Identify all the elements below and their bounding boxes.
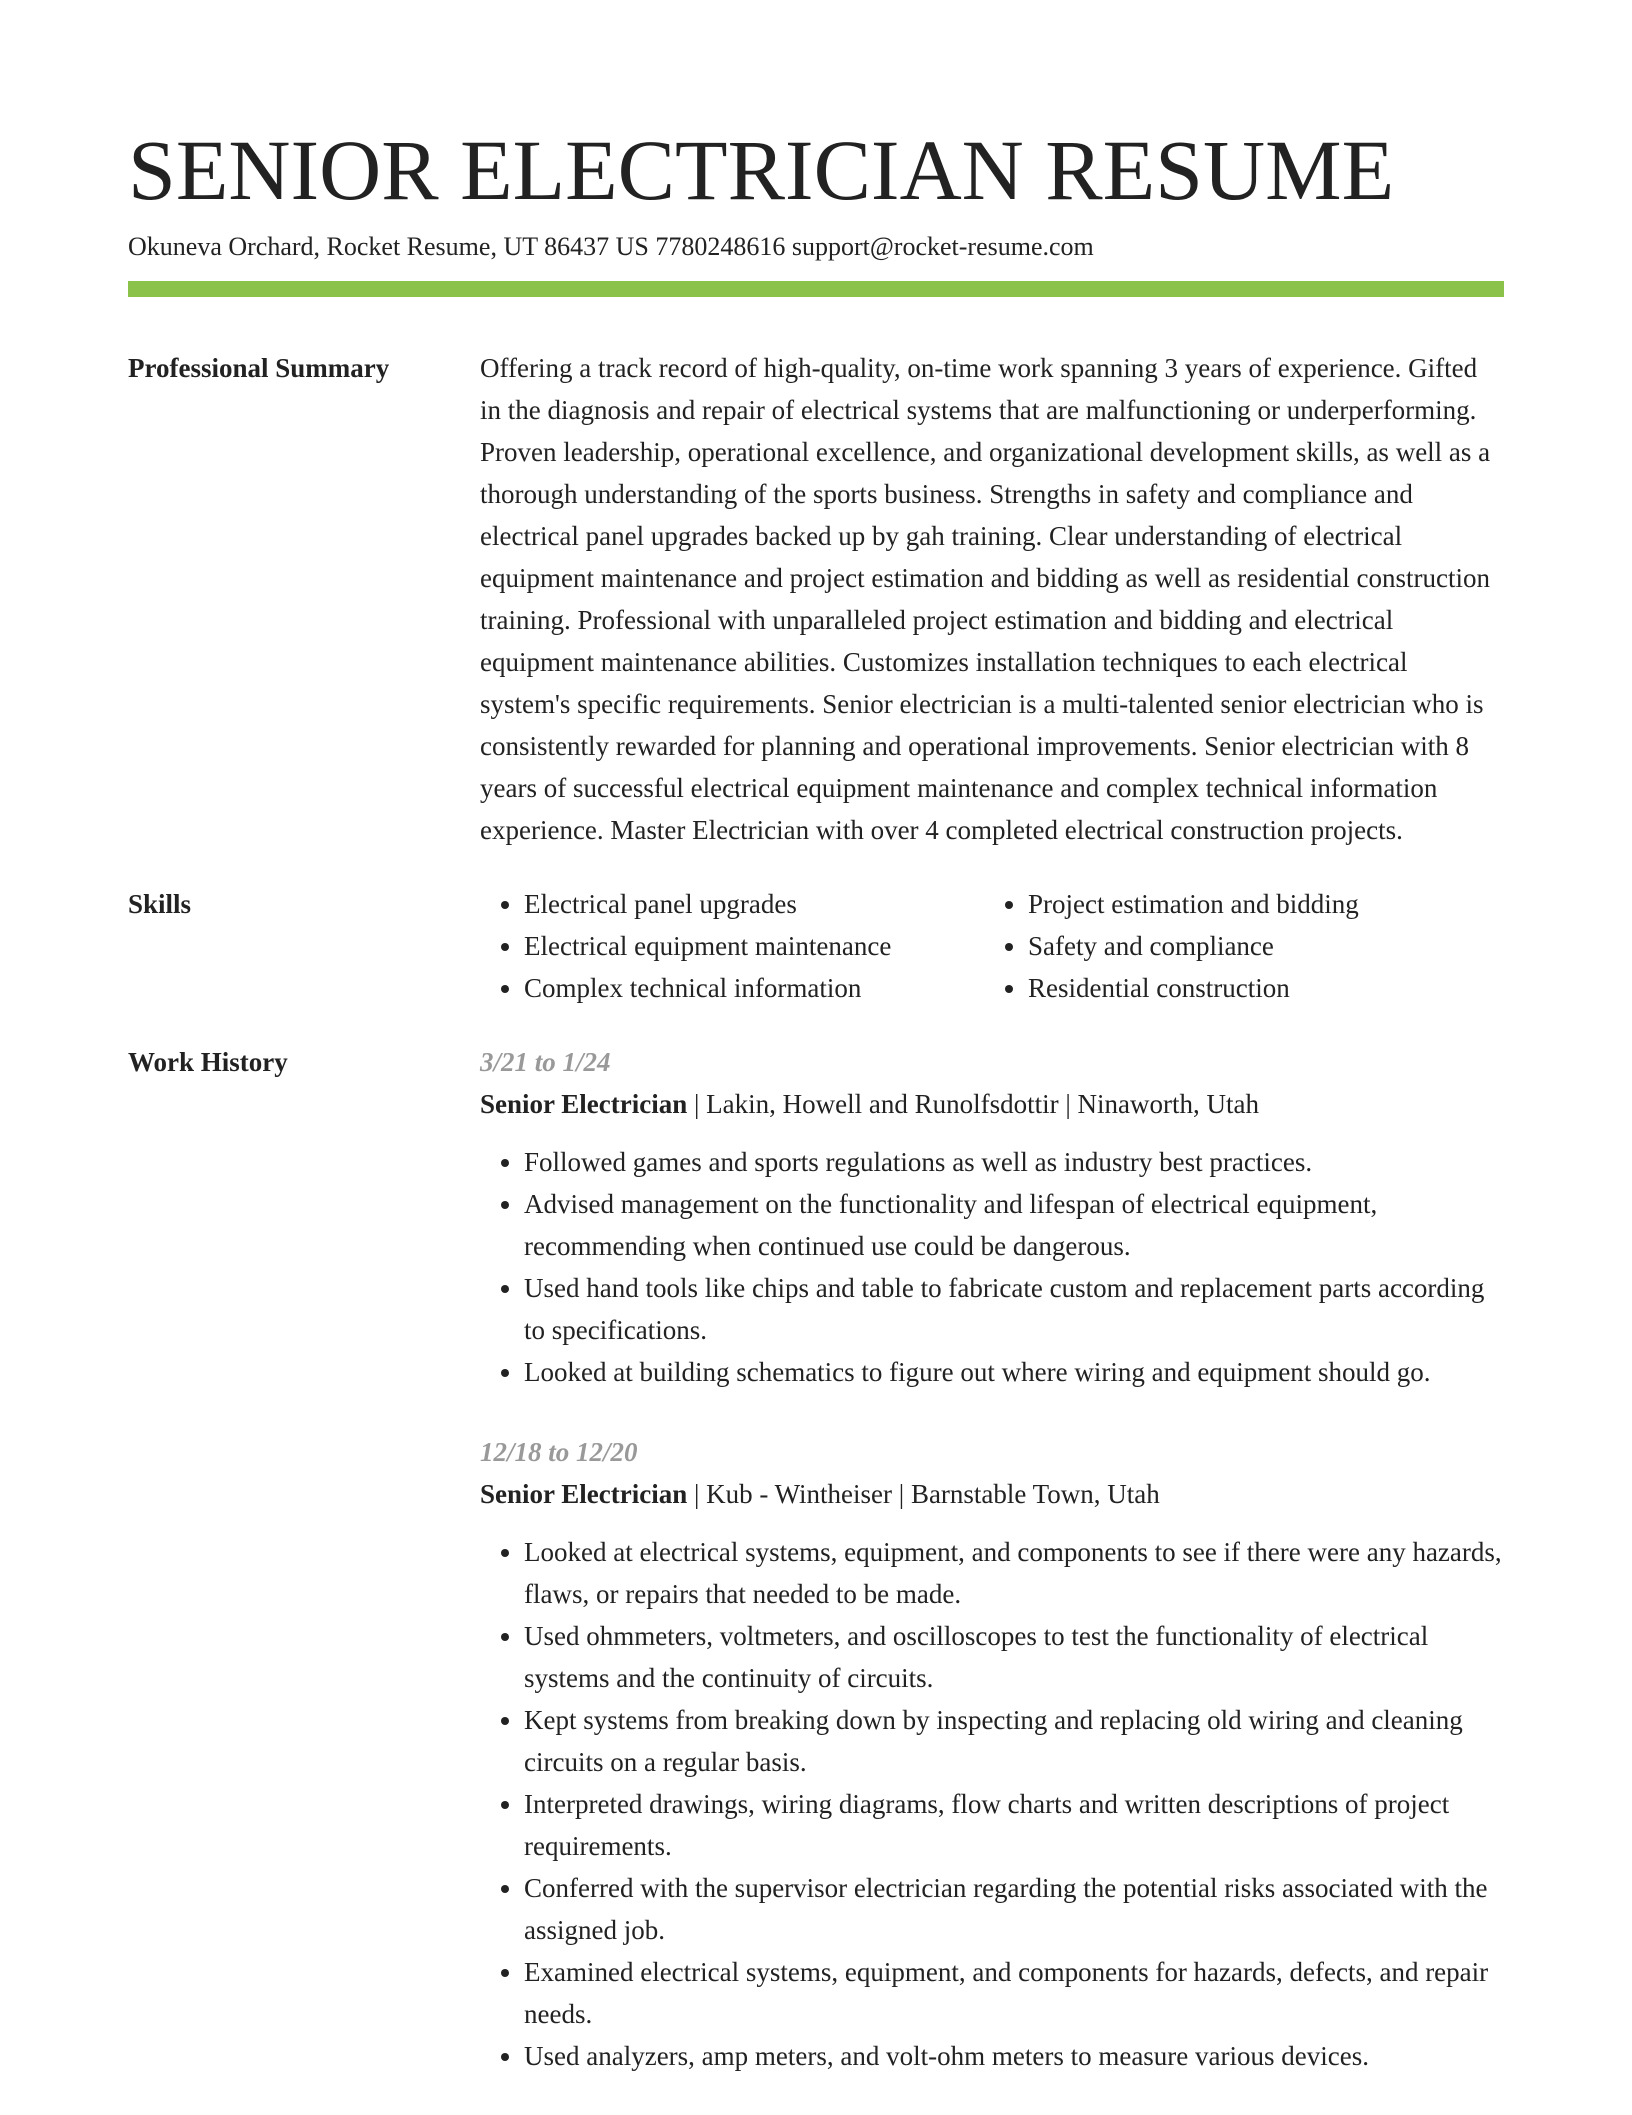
skill-item: • Electrical panel upgrades xyxy=(524,883,984,925)
job-dates: 3/21 to 1/24 xyxy=(480,1047,611,1077)
job-title-line xyxy=(480,1473,1504,1515)
job-title: Senior Electrician xyxy=(480,1089,688,1119)
job-location: Barnstable Town, Utah xyxy=(910,1479,1160,1509)
job-company: Kub - Wintheiser xyxy=(706,1479,893,1509)
separator: | xyxy=(687,1479,707,1509)
job-bullet: • Looked at building schematics to figure out where wiring and equipment should go. xyxy=(524,1351,1504,1393)
skills-grid xyxy=(480,883,1504,1009)
work-history-body xyxy=(480,1041,1504,2115)
job-bullet: • Conferred with the supervisor electrician regarding the potential risks associated with the assigned job. xyxy=(524,1867,1504,1951)
job-entry-2 xyxy=(480,1431,1504,2077)
resume-page xyxy=(128,0,1504,2115)
skill-item: • Electrical equipment maintenance xyxy=(524,925,984,967)
skills-list-right xyxy=(984,883,1488,1009)
skills-list-left xyxy=(480,883,984,1009)
job-title: Senior Electrician xyxy=(480,1479,688,1509)
job-bullet: • Advised management on the functionality and lifespan of electrical equipment, recommending when continued use could be dangerous. xyxy=(524,1183,1504,1267)
work-history-section xyxy=(128,1041,1504,2115)
professional-summary-body xyxy=(480,347,1504,851)
professional-summary-section xyxy=(128,347,1504,851)
skill-item: • Residential construction xyxy=(1028,967,1488,1009)
job-bullet-list xyxy=(480,1141,1504,1393)
job-bullet: • Used hand tools like chips and table to fabricate custom and replacement parts according to specifications. xyxy=(524,1267,1504,1351)
skills-section xyxy=(128,883,1504,1009)
skill-item: • Complex technical information xyxy=(524,967,984,1009)
job-bullet: • Examined electrical systems, equipment, and components for hazards, defects, and repair needs. xyxy=(524,1951,1504,2035)
separator: | xyxy=(1058,1089,1078,1119)
skill-item: • Project estimation and bidding xyxy=(1028,883,1488,925)
job-bullet: • Followed games and sports regulations as well as industry best practices. xyxy=(524,1141,1504,1183)
job-bullet: • Kept systems from breaking down by inspecting and replacing old wiring and cleaning circuits on a regular basis. xyxy=(524,1699,1504,1783)
job-bullet: • Used analyzers, amp meters, and volt-ohm meters to measure various devices. xyxy=(524,2035,1504,2077)
job-bullet: • Used ohmmeters, voltmeters, and oscilloscopes to test the functionality of electrical systems and the continuity of circuits. xyxy=(524,1615,1504,1699)
job-dates: 12/18 to 12/20 xyxy=(480,1437,638,1467)
work-history-heading: Work History xyxy=(128,1047,288,1077)
job-bullet: • Interpreted drawings, wiring diagrams, flow charts and written descriptions of project requirements. xyxy=(524,1783,1504,1867)
skill-item: • Safety and compliance xyxy=(1028,925,1488,967)
job-bullet-list xyxy=(480,1531,1504,2077)
job-title-line xyxy=(480,1083,1504,1125)
separator: | xyxy=(892,1479,911,1509)
contact-line: Okuneva Orchard, Rocket Resume, UT 86437 US 7780248616 support@rocket-resume.com xyxy=(128,232,1094,261)
job-location: Ninaworth, Utah xyxy=(1077,1089,1259,1119)
separator: | xyxy=(687,1089,707,1119)
job-bullet: • Looked at electrical systems, equipment, and components to see if there were any hazards, flaws, or repairs that needed to be made. xyxy=(524,1531,1504,1615)
professional-summary-heading: Professional Summary xyxy=(128,353,390,383)
job-company: Lakin, Howell and Runolfsdottir xyxy=(706,1089,1059,1119)
resume-title: SENIOR ELECTRICIAN RESUME xyxy=(128,122,1395,218)
skills-heading: Skills xyxy=(128,889,192,919)
job-entry-1 xyxy=(480,1041,1504,1393)
header-divider xyxy=(128,281,1504,297)
professional-summary-text: Offering a track record of high-quality, on-time work spanning 3 years of experience. Gifted in the diagnosis and repair of electrical systems that are malfunctioning or underperforming. Proven leadership, operational excellence, and organizational development skills, as well as a thorough understanding of the sports business. Strengths in safety and compliance and electrical panel upgrades backed up by gah training. Clear understanding of electrical equipment maintenance and project estimation and bidding as well as residential construction training. Professional with unparalleled project estimation and bidding and electrical equipment maintenance abilities. Customizes installation techniques to each electrical system's specific requirements. Senior electrician is a multi-talented senior electrician who is consistently rewarded for planning and operational improvements. Senior electrician with 8 years of successful electrical equipment maintenance and complex technical information experience. Master Electrician with over 4 completed electrical construction projects. xyxy=(480,353,1491,845)
